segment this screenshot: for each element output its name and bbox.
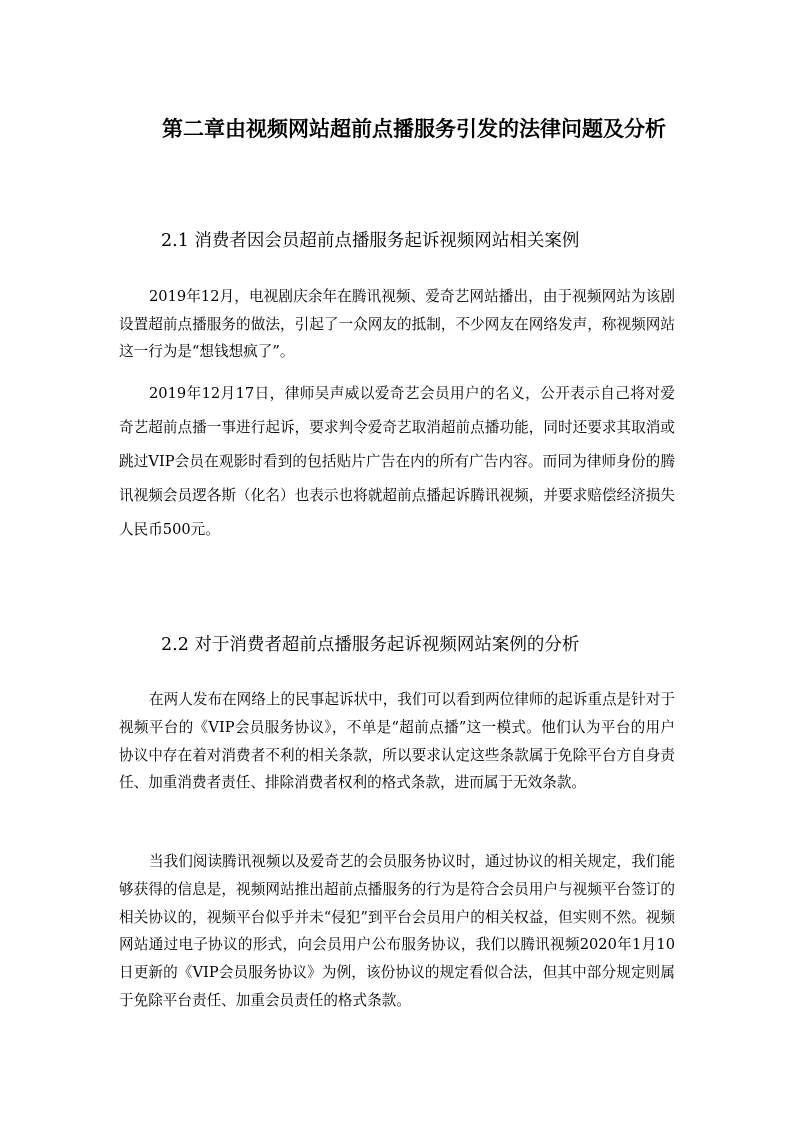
section-title-2-2: 2.2 对于消费者超前点播服务起诉视频网站案例的分析 [161,635,580,655]
chapter-title: 第二章由视频网站超前点播服务引发的法律问题及分析 [162,116,666,141]
paragraph: 当我们阅读腾讯视频以及爱奇艺的会员服务协议时，通过协议的相关规定，我们能够获得的信息是，视频网站推出超前点播服务的行为是符合会员用户与视频平台签订的相关协议的，视频平台似乎并未“侵犯”到平台会员用户的相关权益，但实则不然。视频网站通过电子协议的形式，向会员用户公布服务协议，我们以腾讯视频2020年1月10日更新的《VIP会员服务协议》为例，该份协议的规定看似合法，但其中部分规定则属于免除平台责任、加重会员责任的格式条款。 [119,853,675,1009]
paragraph: 2019年12月，电视剧庆余年在腾讯视频、爱奇艺网站播出，由于视频网站为该剧设置超前点播服务的做法，引起了一众网友的抵制，不少网友在网络发声，称视频网站这一行为是“想钱想疯了”。 [119,288,675,360]
paragraph: 2019年12月17日，律师吴声威以爱奇艺会员用户的名义，公开表示自己将对爱奇艺超前点播一事进行起诉，要求判令爱奇艺取消超前点播功能，同时还要求其取消或跳过VIP会员在观影时看到的包括贴片广告在内的所有广告内容。而同为律师身份的腾讯视频会员逻各斯（化名）也表示也将就超前点播起诉腾讯视频，并要求赔偿经济损失人民币500元。 [119,385,675,538]
section-title-2-1: 2.1 消费者因会员超前点播服务起诉视频网站相关案例 [161,231,580,251]
paragraph: 在两人发布在网络上的民事起诉状中，我们可以看到两位律师的起诉重点是针对于视频平台的《VIP会员服务协议》，不单是“超前点播”这一模式。他们认为平台的用户协议中存在着对消费者不利的相关条款，所以要求认定这些条款属于免除平台方自身责任、加重消费者责任、排除消费者权利的格式条款，进而属于无效条款。 [119,691,675,792]
